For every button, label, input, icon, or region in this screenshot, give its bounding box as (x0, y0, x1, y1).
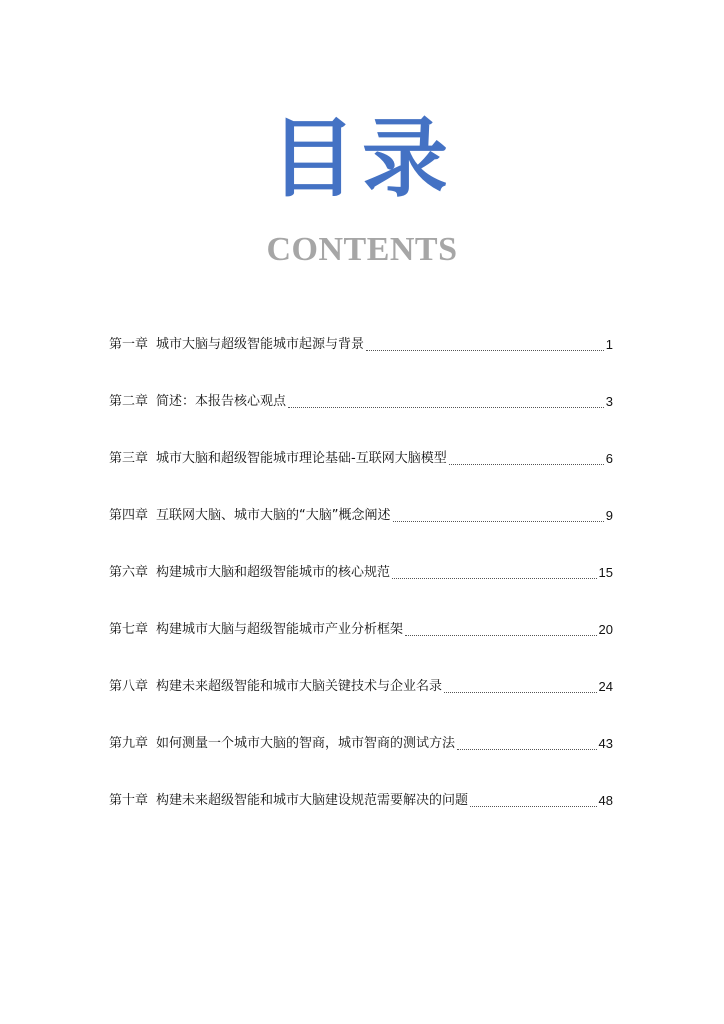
toc-entry[interactable] (109, 505, 613, 562)
table-of-contents (109, 334, 613, 847)
toc-entry[interactable] (109, 733, 613, 790)
toc-dot-leader (457, 733, 597, 755)
toc-page-number: 3 (605, 394, 613, 409)
toc-page-number: 43 (598, 736, 613, 751)
toc-chapter-title: 城市大脑和超级智能城市理论基础-互联网大脑模型 (156, 451, 447, 466)
toc-page-number: 6 (605, 451, 613, 466)
toc-chapter-number: 第二章 (109, 394, 149, 409)
toc-chapter-number: 第十章 (109, 793, 149, 808)
toc-page-number: 15 (598, 565, 613, 580)
toc-entry[interactable] (109, 619, 613, 676)
toc-chapter-title: 构建未来超级智能和城市大脑建设规范需要解决的问题 (156, 793, 469, 808)
toc-dot-leader (366, 334, 604, 356)
toc-chapter-number: 第三章 (109, 451, 149, 466)
toc-entry[interactable] (109, 448, 613, 505)
toc-chapter-number: 第四章 (109, 508, 149, 523)
toc-dot-leader (444, 676, 597, 698)
toc-page-number: 24 (598, 679, 613, 694)
toc-page-number: 48 (598, 793, 613, 808)
toc-chapter-title: 构建城市大脑和超级智能城市的核心规范 (156, 565, 391, 580)
toc-chapter-title: 构建未来超级智能和城市大脑关键技术与企业名录 (156, 679, 443, 694)
toc-dot-leader (470, 790, 597, 812)
toc-chapter-title: 互联网大脑、城市大脑的“大脑”概念阐述 (156, 508, 391, 523)
toc-chapter-title: 构建城市大脑与超级智能城市产业分析框架 (156, 622, 404, 637)
toc-entry[interactable] (109, 676, 613, 733)
toc-page-number: 20 (598, 622, 613, 637)
toc-chapter-number: 第一章 (109, 337, 149, 352)
toc-chapter-number: 第七章 (109, 622, 149, 637)
toc-page-number: 9 (605, 508, 613, 523)
toc-dot-leader (288, 391, 604, 413)
toc-dot-leader (392, 562, 597, 584)
toc-chapter-title: 简述：本报告核心观点 (156, 394, 287, 409)
toc-chapter-title: 城市大脑与超级智能城市起源与背景 (156, 337, 365, 352)
toc-entry[interactable] (109, 334, 613, 391)
page-title: 目录 (270, 108, 454, 209)
toc-entry[interactable] (109, 562, 613, 619)
toc-dot-leader (449, 448, 604, 470)
toc-dot-leader (405, 619, 597, 641)
page-subtitle: CONTENTS (266, 231, 458, 268)
toc-page-number: 1 (605, 337, 613, 352)
toc-entry[interactable] (109, 391, 613, 448)
toc-dot-leader (393, 505, 604, 527)
toc-chapter-title: 如何测量一个城市大脑的智商，城市智商的测试方法 (156, 736, 456, 751)
toc-chapter-number: 第八章 (109, 679, 149, 694)
toc-entry[interactable] (109, 790, 613, 847)
toc-chapter-number: 第九章 (109, 736, 149, 751)
toc-chapter-number: 第六章 (109, 565, 149, 580)
